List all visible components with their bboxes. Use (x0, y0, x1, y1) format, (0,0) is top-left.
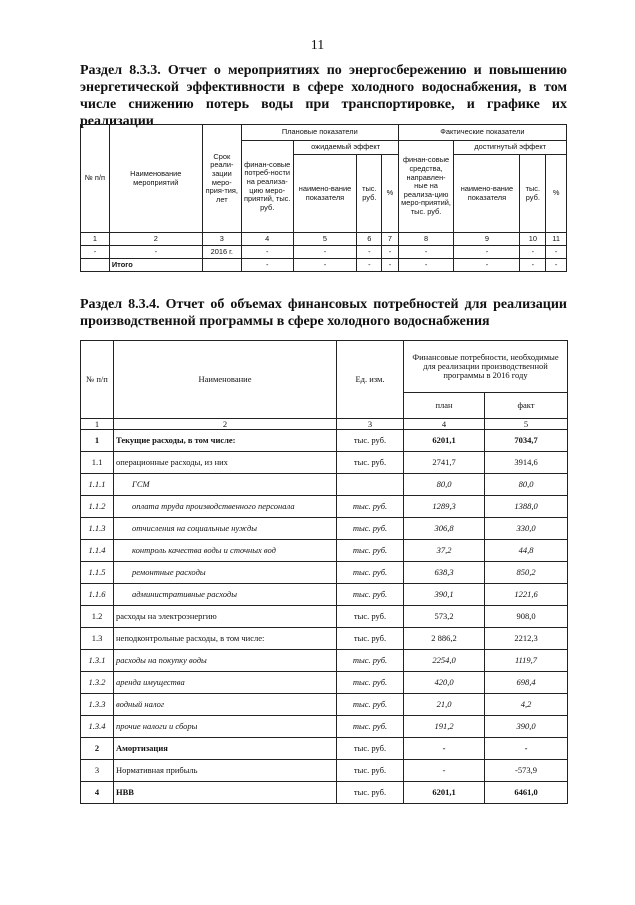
cell: - (382, 246, 399, 259)
cell: - (520, 259, 546, 272)
cell: - (81, 246, 110, 259)
col-num: 3 (337, 419, 404, 430)
row-number: 3 (81, 760, 114, 782)
energy-saving-table (80, 124, 567, 272)
row-number: 1.3.4 (81, 716, 114, 738)
cell: - (546, 259, 567, 272)
cell: - (241, 246, 293, 259)
header-fact: факт (485, 393, 568, 419)
col-num: 5 (293, 233, 357, 246)
row-number: 1.1.1 (81, 474, 114, 496)
row-name: административные расходы (114, 584, 337, 606)
row-name: отчисления на социальные нужды (114, 518, 337, 540)
table-row (81, 628, 568, 650)
row-name: Амортизация (114, 738, 337, 760)
cell: - (293, 246, 357, 259)
cell (202, 259, 241, 272)
col-num: 2 (114, 419, 337, 430)
col-num: 5 (485, 419, 568, 430)
row-unit (337, 474, 404, 496)
row-number: 1 (81, 430, 114, 452)
row-number: 1.1 (81, 452, 114, 474)
cell: - (546, 246, 567, 259)
row-plan: 573,2 (404, 606, 485, 628)
header-name: Наименование мероприятий (109, 125, 202, 233)
row-fact: 6461,0 (485, 782, 568, 804)
row-unit: тыс. руб. (337, 518, 404, 540)
section-title-8-3-3: Раздел 8.3.3. Отчет о мероприятиях по энергосбережению и повышению энергетической эффективности в сфере холодного водоснабжения, в том числе снижению потерь воды при транспортировке, и графике их реализации (80, 63, 567, 129)
row-number: 1.1.2 (81, 496, 114, 518)
row-unit: тыс. руб. (337, 540, 404, 562)
row-plan: - (404, 738, 485, 760)
header-fin-spent: финан-совые средства, направлен-ные на реализа-цию меро-приятий, тыс. руб. (398, 141, 454, 233)
row-name: расходы на электроэнергию (114, 606, 337, 628)
cell: - (382, 259, 399, 272)
row-number: 1.2 (81, 606, 114, 628)
row-plan: 306,8 (404, 518, 485, 540)
row-name: неподконтрольные расходы, в том числе: (114, 628, 337, 650)
cell: - (454, 259, 520, 272)
table-row (81, 782, 568, 804)
row-unit: тыс. руб. (337, 738, 404, 760)
table-row (81, 716, 568, 738)
row-fact: 1221,6 (485, 584, 568, 606)
row-fact: 7034,7 (485, 430, 568, 452)
table-row (81, 562, 568, 584)
cell: - (454, 246, 520, 259)
row-plan: 80,0 (404, 474, 485, 496)
header-unit: Ед. изм. (337, 341, 404, 419)
row-fact: 390,0 (485, 716, 568, 738)
row-plan: - (404, 760, 485, 782)
row-fact: 4,2 (485, 694, 568, 716)
row-plan: 2741,7 (404, 452, 485, 474)
row-unit: тыс. руб. (337, 562, 404, 584)
table-row (81, 540, 568, 562)
total-label: Итого (109, 259, 202, 272)
row-number: 1.3.1 (81, 650, 114, 672)
row-name: расходы на покупку воды (114, 650, 337, 672)
row-fact: 850,2 (485, 562, 568, 584)
row-plan: 191,2 (404, 716, 485, 738)
row-number: 4 (81, 782, 114, 804)
row-fact: 44,8 (485, 540, 568, 562)
row-unit: тыс. руб. (337, 716, 404, 738)
row-name: аренда имущества (114, 672, 337, 694)
header-fin-needs: финан-совые потреб-ности на реализа-цию меро-приятий, тыс. руб. (241, 141, 293, 233)
header-indicator-2: наимено-вание показателя (454, 155, 520, 233)
row-fact: 80,0 (485, 474, 568, 496)
col-num: 11 (546, 233, 567, 246)
col-num: 6 (357, 233, 382, 246)
row-number: 2 (81, 738, 114, 760)
row-fact: 1388,0 (485, 496, 568, 518)
table-row (81, 650, 568, 672)
header-achieved: достигнутый эффект (454, 141, 567, 155)
col-num: 3 (202, 233, 241, 246)
row-plan: 6201,1 (404, 430, 485, 452)
cell: - (241, 259, 293, 272)
row-name: НВВ (114, 782, 337, 804)
cell: - (293, 259, 357, 272)
header-expected: ожидаемый эффект (293, 141, 398, 155)
row-name: водный налог (114, 694, 337, 716)
row-name: Нормативная прибыль (114, 760, 337, 782)
row-unit: тыс. руб. (337, 496, 404, 518)
row-fact: 330,0 (485, 518, 568, 540)
table-row (81, 672, 568, 694)
header-name: Наименование (114, 341, 337, 419)
row-unit: тыс. руб. (337, 628, 404, 650)
table-row (81, 246, 567, 259)
header-percent-2: % (546, 155, 567, 233)
header-indicator: наимено-вание показателя (293, 155, 357, 233)
table-row (81, 760, 568, 782)
table-row (81, 584, 568, 606)
cell (81, 259, 110, 272)
row-unit: тыс. руб. (337, 650, 404, 672)
table-row (81, 694, 568, 716)
row-unit: тыс. руб. (337, 782, 404, 804)
row-number: 1.3.3 (81, 694, 114, 716)
row-name: операционные расходы, из них (114, 452, 337, 474)
row-unit: тыс. руб. (337, 606, 404, 628)
row-fact: 1119,7 (485, 650, 568, 672)
row-number: 1.1.5 (81, 562, 114, 584)
row-fact: 908,0 (485, 606, 568, 628)
row-name: контроль качества воды и сточных вод (114, 540, 337, 562)
row-number: 1.1.4 (81, 540, 114, 562)
col-num: 1 (81, 419, 114, 430)
table-row (81, 474, 568, 496)
header-term: Срок реали-зации меро-прия-тия, лет (202, 125, 241, 233)
row-name: оплата труда производственного персонала (114, 496, 337, 518)
header-plan: план (404, 393, 485, 419)
column-number-row (81, 419, 568, 430)
total-row (81, 259, 567, 272)
row-plan: 2254,0 (404, 650, 485, 672)
row-plan: 37,2 (404, 540, 485, 562)
row-plan: 638,3 (404, 562, 485, 584)
col-num: 1 (81, 233, 110, 246)
row-fact: -573,9 (485, 760, 568, 782)
table-row (81, 452, 568, 474)
row-plan: 6201,1 (404, 782, 485, 804)
header-percent: % (382, 155, 399, 233)
row-name: ГСМ (114, 474, 337, 496)
row-plan: 2 886,2 (404, 628, 485, 650)
row-unit: тыс. руб. (337, 672, 404, 694)
header-no: № п/п (81, 125, 110, 233)
cell: - (398, 259, 454, 272)
column-number-row (81, 233, 567, 246)
cell: - (357, 259, 382, 272)
col-num: 2 (109, 233, 202, 246)
cell: - (520, 246, 546, 259)
row-number: 1.1.6 (81, 584, 114, 606)
cell: - (398, 246, 454, 259)
row-unit: тыс. руб. (337, 694, 404, 716)
col-num: 4 (404, 419, 485, 430)
cell: - (357, 246, 382, 259)
row-plan: 390,1 (404, 584, 485, 606)
row-unit: тыс. руб. (337, 760, 404, 782)
col-num: 4 (241, 233, 293, 246)
row-number: 1.3 (81, 628, 114, 650)
table-row (81, 518, 568, 540)
row-plan: 420,0 (404, 672, 485, 694)
header-thous-rub: тыс. руб. (357, 155, 382, 233)
row-fact: 2212,3 (485, 628, 568, 650)
col-num: 8 (398, 233, 454, 246)
cell: 2016 г. (202, 246, 241, 259)
header-actual: Фактические показатели (398, 125, 566, 141)
page-number: 11 (310, 38, 325, 53)
row-name: ремонтные расходы (114, 562, 337, 584)
row-unit: тыс. руб. (337, 584, 404, 606)
col-num: 7 (382, 233, 399, 246)
table-row (81, 606, 568, 628)
financial-needs-table (80, 340, 568, 804)
row-name: Текущие расходы, в том числе: (114, 430, 337, 452)
row-plan: 21,0 (404, 694, 485, 716)
col-num: 10 (520, 233, 546, 246)
row-fact: 698,4 (485, 672, 568, 694)
header-fin-needs: Финансовые потребности, необходимые для реализации производственной программы в 2016 году (404, 341, 568, 393)
table-row (81, 496, 568, 518)
section-title-8-3-4: Раздел 8.3.4. Отчет об объемах финансовых потребностей для реализации производственной программы в сфере холодного водоснабжения (80, 297, 567, 329)
cell: - (109, 246, 202, 259)
header-no: № п/п (81, 341, 114, 419)
row-plan: 1289,3 (404, 496, 485, 518)
table-row (81, 430, 568, 452)
row-number: 1.1.3 (81, 518, 114, 540)
row-unit: тыс. руб. (337, 430, 404, 452)
header-planned: Плановые показатели (241, 125, 398, 141)
header-thous-rub-2: тыс. руб. (520, 155, 546, 233)
row-unit: тыс. руб. (337, 452, 404, 474)
table-row (81, 738, 568, 760)
row-name: прочие налоги и сборы (114, 716, 337, 738)
row-number: 1.3.2 (81, 672, 114, 694)
row-fact: - (485, 738, 568, 760)
col-num: 9 (454, 233, 520, 246)
row-fact: 3914,6 (485, 452, 568, 474)
